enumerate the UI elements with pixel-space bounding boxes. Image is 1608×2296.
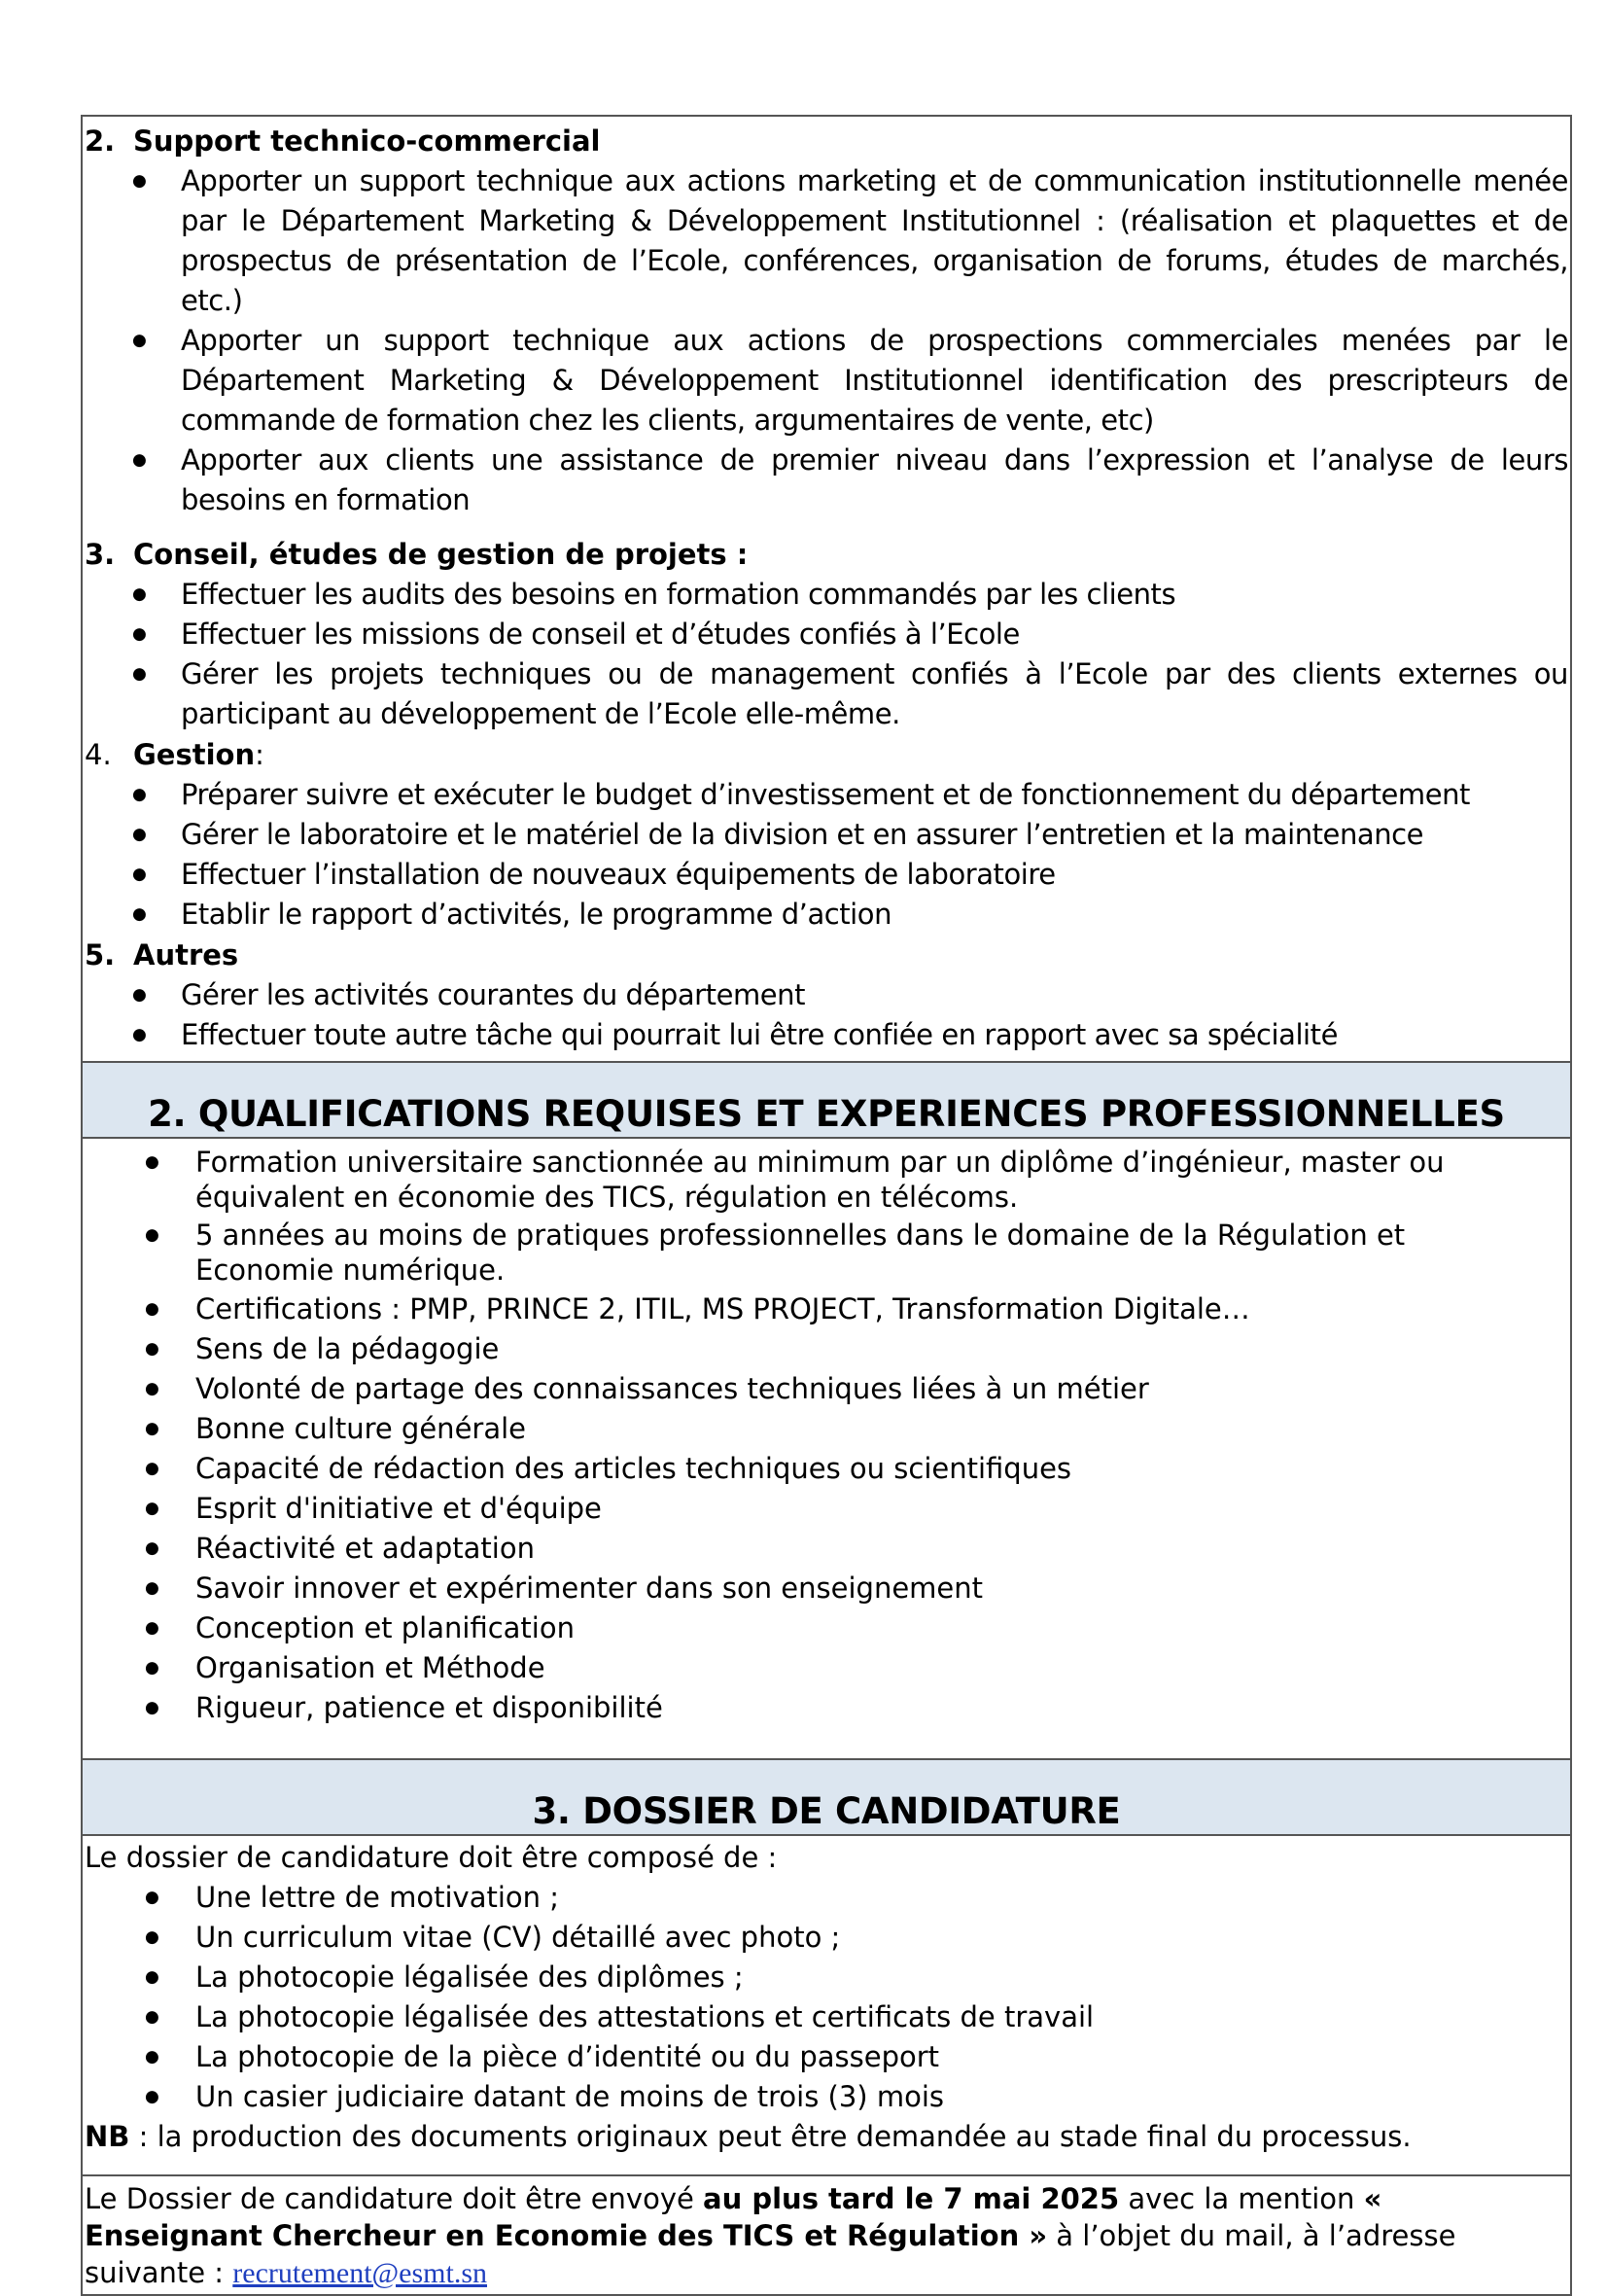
list-item: ● Apporter aux clients une assistance de premier niveau dans l’expression et l’analyse de leurs besoins en formation <box>83 441 1570 520</box>
list-item: ● Une lettre de motivation ; <box>83 1878 1570 1918</box>
mission-bullet-list <box>83 161 1570 520</box>
missions-section <box>81 115 1572 1061</box>
mission-number: 2. <box>85 124 116 158</box>
list-item: ● Apporter un support technique aux actions marketing et de communication institutionnelle menée par le Département Marketing & Développement Institutionnel : (réalisation et plaquettes et de prospectus de présentation de l’Ecole, conférences, organisation de forums, études de marchés, etc.) <box>83 161 1570 321</box>
dossier-intro: Le dossier de candidature doit être composé de : <box>85 1841 778 1874</box>
list-item: ● Organisation et Méthode <box>83 1649 1570 1686</box>
nb-label: NB <box>85 2120 130 2153</box>
list-item: ● Préparer suivre et exécuter le budget d’investissement et de fonctionnement du département <box>83 775 1570 815</box>
list-item: ● La photocopie de la pièce d’identité ou du passeport <box>83 2037 1570 2077</box>
list-item: ● Effectuer l’installation de nouveaux équipements de laboratoire <box>83 855 1570 895</box>
email-link[interactable]: recrutement@esmt.sn <box>232 2257 487 2289</box>
list-item: ● Gérer les activités courantes du département <box>83 975 1570 1015</box>
mission-bullet-list <box>83 975 1570 1055</box>
list-item: ● Apporter un support technique aux actions de prospections commerciales menées par le Département Marketing & Développement Institutionnel identification des prescripteurs de commande de formation chez les clients, argumentaires de vente, etc) <box>83 321 1570 441</box>
submission-section <box>81 2174 1572 2296</box>
list-item: ● Formation universitaire sanctionnée au minimum par un diplôme d’ingénieur, master ou équivalent en économie des TICS, régulation en télécoms. <box>83 1145 1570 1215</box>
list-item: ● La photocopie légalisée des attestations et certificats de travail <box>83 1997 1570 2037</box>
mission-bullet-list <box>83 775 1570 935</box>
mission-heading <box>83 121 1570 161</box>
qualifications-section <box>81 1061 1572 1758</box>
mission-title: Gestion <box>133 738 256 771</box>
list-item: ● Gérer le laboratoire et le matériel de la division et en assurer l’entretien et la maintenance <box>83 815 1570 855</box>
list-item: ● Réactivité et adaptation <box>83 1530 1570 1567</box>
list-item: ● Sens de la pédagogie <box>83 1330 1570 1367</box>
list-item: ● La photocopie légalisée des diplômes ; <box>83 1958 1570 1997</box>
submission-part1: Le Dossier de candidature doit être envoyé <box>85 2182 704 2215</box>
list-item: ● Savoir innover et expérimenter dans son enseignement <box>83 1570 1570 1607</box>
list-item: ● Bonne culture générale <box>83 1410 1570 1447</box>
list-item: ● Certifications : PMP, PRINCE 2, ITIL, MS PROJECT, Transformation Digitale… <box>83 1290 1570 1327</box>
list-item: ● Effectuer les audits des besoins en formation commandés par les clients <box>83 575 1570 615</box>
list-item: ● Rigueur, patience et disponibilité <box>83 1689 1570 1726</box>
mission-number: 4. <box>85 738 112 771</box>
nb-text: : la production des documents originaux peut être demandée au stade final du processus. <box>129 2120 1412 2153</box>
mission-heading <box>83 935 1570 975</box>
section-gap <box>83 520 1570 534</box>
dossier-section <box>81 1758 1572 2174</box>
qualifications-header <box>83 1063 1570 1139</box>
list-item: ● Un curriculum vitae (CV) détaillé avec photo ; <box>83 1918 1570 1958</box>
dossier-list <box>83 1878 1570 2117</box>
list-item: ● Un casier judiciaire datant de moins de trois (3) mois <box>83 2077 1570 2117</box>
list-item: ● Esprit d'initiative et d'équipe <box>83 1490 1570 1527</box>
document-page <box>81 115 1572 2296</box>
list-item: ● Volonté de partage des connaissances techniques liées à un métier <box>83 1370 1570 1407</box>
dossier-nb <box>83 2117 1570 2157</box>
submission-part2: avec la mention <box>1119 2182 1364 2215</box>
mission-heading <box>83 534 1570 575</box>
mission-bullet-list <box>83 575 1570 734</box>
list-item: ● Gérer les projets techniques ou de management confiés à l’Ecole par des clients externes ou participant au développement de l’Ecole elle-même. <box>83 654 1570 734</box>
submission-part3: à l’objet du mail, à l’adresse suivante : <box>85 2219 1456 2289</box>
qualifications-title: 2. QUALIFICATIONS REQUISES ET EXPERIENCES PROFESSIONNELLES <box>148 1093 1505 1135</box>
dossier-title: 3. DOSSIER DE CANDIDATURE <box>532 1790 1121 1832</box>
mission-number: 5. <box>85 938 116 971</box>
mission-heading <box>83 734 1570 775</box>
list-item: ● Capacité de rédaction des articles techniques ou scientifiques <box>83 1450 1570 1487</box>
mission-number: 3. <box>85 538 116 571</box>
mission-title: Support technico-commercial <box>133 124 601 158</box>
mission-title: Conseil, études de gestion de projets : <box>133 538 749 571</box>
list-item: ● Effectuer les missions de conseil et d’études confiés à l’Ecole <box>83 615 1570 654</box>
submission-mention: « Enseignant Chercheur en Economie des TICS et Régulation » <box>85 2182 1382 2252</box>
list-item: ● 5 années au moins de pratiques professionnelles dans le domaine de la Régulation et Economie numérique. <box>83 1218 1570 1288</box>
qualifications-list <box>83 1145 1570 1726</box>
list-item: ● Effectuer toute autre tâche qui pourrait lui être confiée en rapport avec sa spécialité <box>83 1015 1570 1055</box>
dossier-header <box>83 1760 1570 1836</box>
missions-list <box>83 121 1570 1055</box>
mission-title-suffix: : <box>255 738 264 771</box>
mission-title: Autres <box>133 938 239 971</box>
submission-deadline: au plus tard le 7 mai 2025 <box>703 2182 1120 2215</box>
list-item: ● Conception et planification <box>83 1609 1570 1646</box>
list-item: ● Etablir le rapport d’activités, le programme d’action <box>83 895 1570 935</box>
